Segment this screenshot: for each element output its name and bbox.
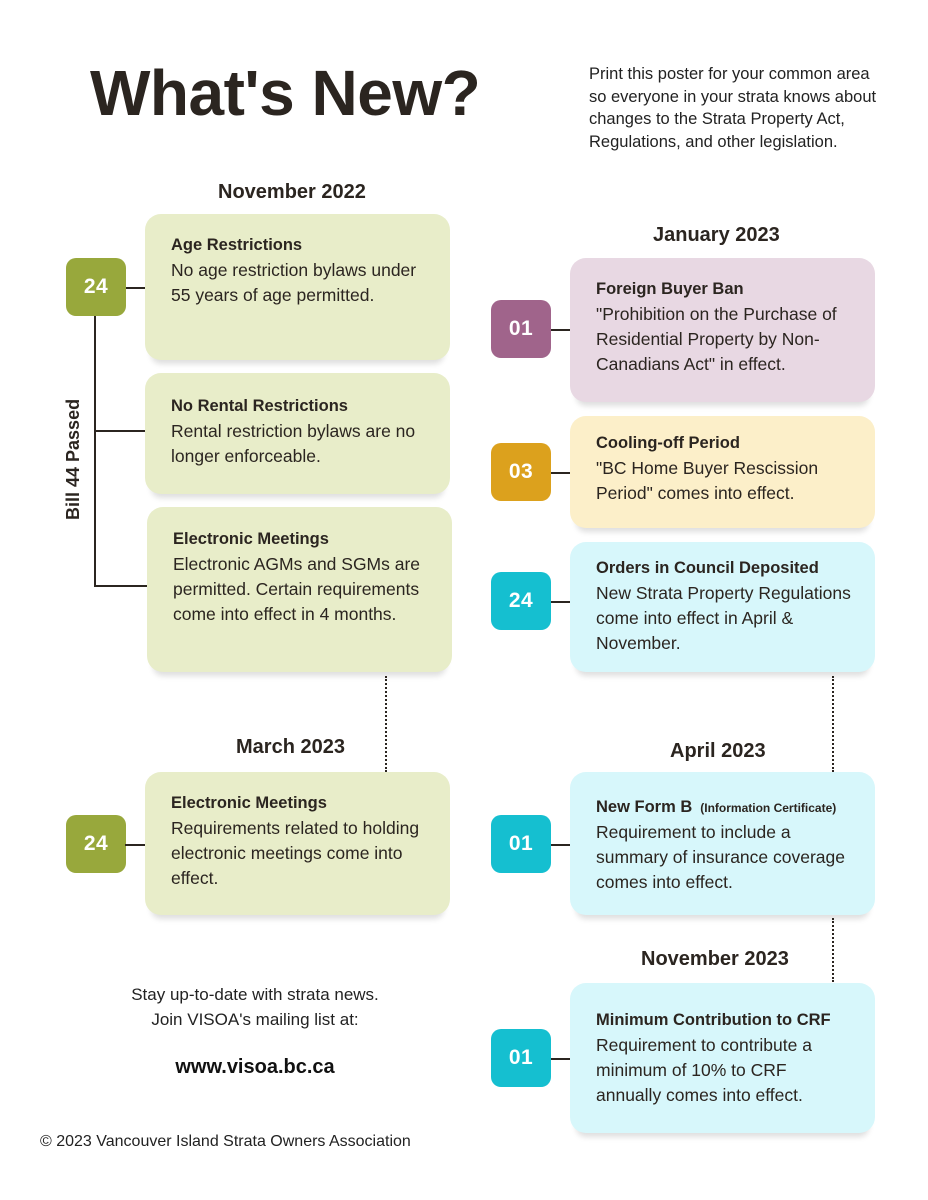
card-title: Electronic Meetings [173,530,329,548]
bill-44-label: Bill 44 Passed [63,398,83,520]
card-foreign-buyer-ban [570,258,875,402]
card-title-note: (Information Certificate) [700,801,837,815]
card-body: "Prohibition on the Purchase of Residential Property by Non-Canadians Act" in effect. [596,304,837,374]
card-body: No age restriction bylaws under 55 years of age permitted. [171,260,417,305]
card-body: Rental restriction bylaws are no longer enforceable. [171,421,416,466]
connector-line [94,585,147,587]
month-heading-apr-2023: April 2023 [670,740,766,762]
card-title: Minimum Contribution to CRF [596,1011,831,1029]
date-badge-jan-24: 24 [491,572,551,630]
connector-line [551,472,571,474]
mailing-list-note [90,982,420,1032]
date-badge-nov-01: 01 [491,1029,551,1087]
card-body: New Strata Property Regulations come into effect in April & November. [596,583,851,653]
connector-line [125,287,145,289]
card-electronic-meetings-mar [145,772,450,915]
card-cooling-off-period [570,416,875,528]
card-minimum-crf-contribution [570,983,875,1133]
card-age-restrictions [145,214,450,360]
card-title: Foreign Buyer Ban [596,280,744,298]
dotted-connector [385,676,387,772]
card-body: Requirements related to holding electronic meetings come into effect. [171,818,420,888]
connector-line [551,844,571,846]
card-title: No Rental Restrictions [171,397,348,415]
date-badge-apr-01: 01 [491,815,551,873]
connector-line [551,1058,571,1060]
month-heading-mar-2023: March 2023 [236,736,345,758]
dotted-connector [832,918,834,982]
mailing-list-line-2: Join VISOA's mailing list at: [151,1010,359,1029]
page-title: What's New? [90,57,481,129]
card-no-rental-restrictions [145,373,450,494]
card-orders-in-council [570,542,875,672]
connector-line [94,430,145,432]
dotted-connector [832,676,834,772]
month-heading-nov-2023: November 2023 [641,948,789,970]
date-badge-nov-24: 24 [66,258,126,316]
copyright-notice: © 2023 Vancouver Island Strata Owners Association [40,1133,411,1150]
date-badge-jan-01: 01 [491,300,551,358]
bracket-vertical-line [94,316,96,586]
card-title: Age Restrictions [171,236,303,254]
connector-line [125,844,145,846]
card-title [596,798,855,817]
card-body: Electronic AGMs and SGMs are permitted. Certain requirements come into effect in 4 months. [173,554,421,624]
date-badge-mar-24: 24 [66,815,126,873]
card-body: Requirement to contribute a minimum of 10% to CRF annually comes into effect. [596,1035,812,1105]
card-new-form-b [570,772,875,915]
card-title: Orders in Council Deposited [596,559,819,577]
card-body: "BC Home Buyer Rescission Period" comes into effect. [596,458,819,503]
connector-line [551,329,571,331]
connector-line [551,601,571,603]
card-title: Electronic Meetings [171,794,327,812]
card-electronic-meetings-nov [147,507,452,672]
month-heading-nov-2022: November 2022 [218,181,366,203]
website-url: www.visoa.bc.ca [175,1056,335,1078]
intro-text: Print this poster for your common area so everyone in your strata knows about changes to the Strata Property Act, Regulations, and other legislation. [589,65,877,151]
month-heading-jan-2023: January 2023 [653,224,780,246]
date-badge-jan-03: 03 [491,443,551,501]
card-title: Cooling-off Period [596,434,740,452]
card-body: Requirement to include a summary of insurance coverage comes into effect. [596,822,845,892]
card-title-main: New Form B [596,798,693,816]
mailing-list-line-1: Stay up-to-date with strata news. [131,985,379,1004]
